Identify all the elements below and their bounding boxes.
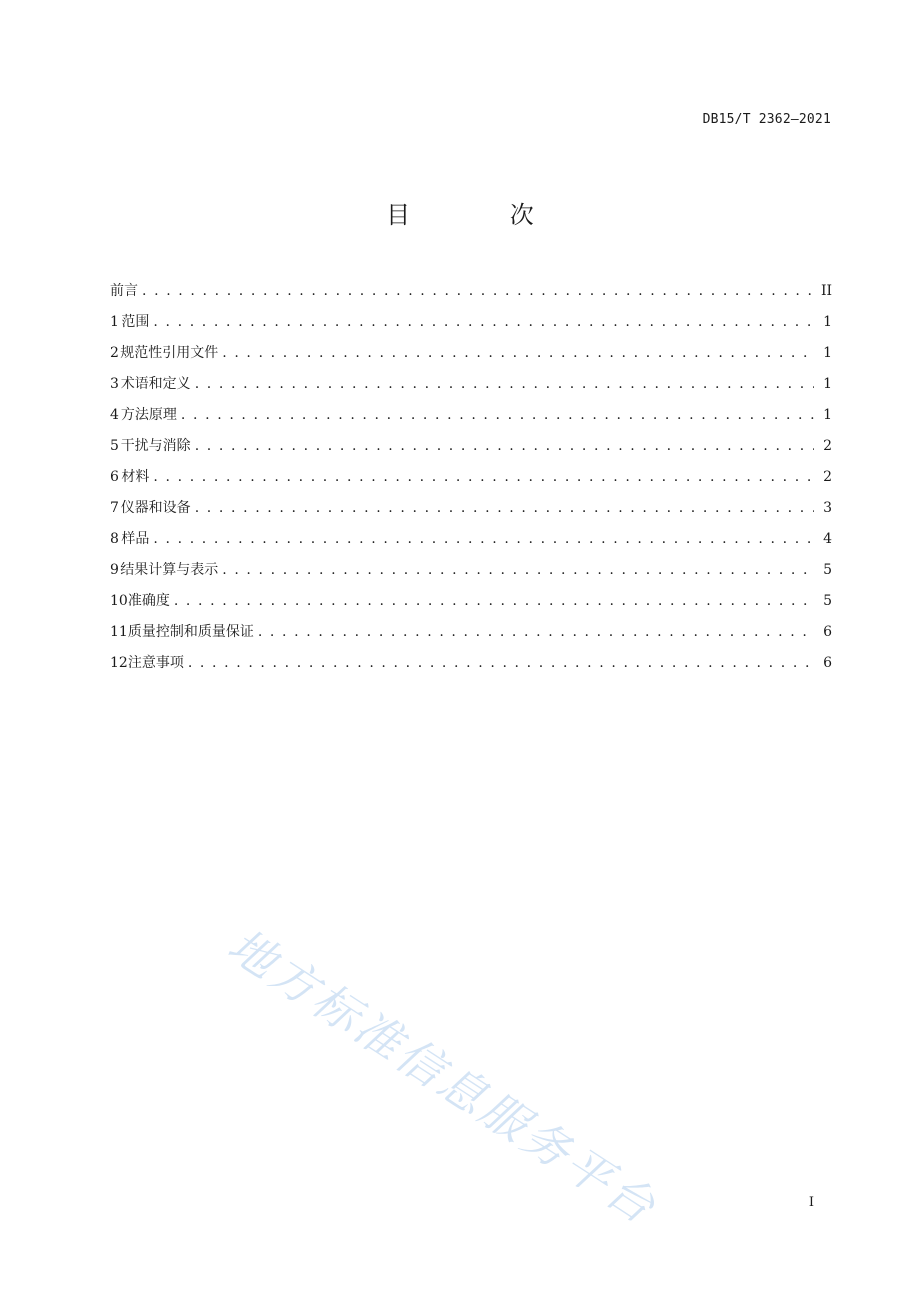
toc-entry-page: 6: [823, 624, 832, 640]
toc-entry-number: 2: [110, 345, 119, 361]
toc-entry-number: 3: [110, 376, 119, 392]
toc-entry-number: 10: [110, 593, 128, 609]
standard-code: DB15/T 2362—2021: [702, 112, 831, 127]
toc-entry-4[interactable]: [110, 403, 832, 434]
toc-entry-number: 1: [110, 314, 119, 330]
toc-entry-label: 仪器和设备: [120, 500, 191, 516]
toc-entry-number: 4: [110, 407, 119, 423]
toc-entry-page: 1: [823, 314, 832, 330]
toc-entry-1[interactable]: [110, 310, 832, 341]
toc-entry-8[interactable]: [110, 527, 832, 558]
toc-entry-label: 结果计算与表示: [120, 562, 219, 578]
dot-leader: [181, 403, 814, 427]
toc-entry-page: 5: [823, 593, 832, 609]
page-number: I: [808, 1195, 814, 1210]
dot-leader: [222, 558, 814, 582]
toc-entry-3[interactable]: [110, 372, 832, 403]
toc-entry-2[interactable]: [110, 341, 832, 372]
toc-entry-page: 6: [823, 655, 832, 671]
toc-entry-page: 2: [823, 438, 832, 454]
toc-entry-5[interactable]: [110, 434, 832, 465]
dot-leader: [195, 372, 814, 396]
toc-entry-6[interactable]: [110, 465, 832, 496]
toc-entry-foreword[interactable]: [110, 279, 832, 310]
toc-entry-page: 5: [823, 562, 832, 578]
dot-leader: [258, 620, 814, 644]
dot-leader: [195, 496, 814, 520]
toc-entry-11[interactable]: [110, 620, 832, 651]
page-title: 目 次: [386, 201, 580, 229]
toc-entry-9[interactable]: [110, 558, 832, 589]
dot-leader: [153, 527, 814, 551]
dot-leader: [188, 651, 814, 675]
toc-entry-label: 术语和定义: [120, 376, 191, 392]
toc-entry-label: 规范性引用文件: [120, 345, 219, 361]
watermark: 地方标准信息服务平台: [218, 917, 668, 1236]
toc-entry-number: 9: [110, 562, 119, 578]
toc-entry-label: 质量控制和质量保证: [127, 624, 254, 640]
toc-entry-page: 3: [823, 500, 832, 516]
toc-entry-page: 1: [823, 376, 832, 392]
toc-entry-label: 范围: [121, 314, 150, 330]
toc-entry-page: 1: [823, 345, 832, 361]
toc-entry-label: 干扰与消除: [120, 438, 191, 454]
toc-entry-page: 2: [823, 469, 832, 485]
toc-entry-number: 6: [110, 469, 119, 485]
toc-entry-label: 准确度: [127, 593, 170, 609]
toc-entry-label: 样品: [121, 531, 150, 547]
toc-entry-7[interactable]: [110, 496, 832, 527]
toc-entry-label: 方法原理: [120, 407, 177, 423]
dot-leader: [174, 589, 814, 613]
dot-leader: [153, 310, 814, 334]
dot-leader: [142, 279, 814, 303]
toc-entry-label: 材料: [121, 469, 150, 485]
toc-entry-page: 4: [823, 531, 832, 547]
toc-entry-12[interactable]: [110, 651, 832, 682]
toc-entry-number: 8: [110, 531, 119, 547]
toc-entry-number: 11: [110, 624, 128, 640]
dot-leader: [222, 341, 814, 365]
dot-leader: [153, 465, 814, 489]
toc-entry-page: 1: [823, 407, 832, 423]
toc-entry-number: 7: [110, 500, 119, 516]
toc-entry-10[interactable]: [110, 589, 832, 620]
table-of-contents: [110, 279, 832, 682]
dot-leader: [195, 434, 814, 458]
toc-entry-number: 5: [110, 438, 119, 454]
toc-entry-label: 前言: [110, 283, 138, 299]
toc-entry-label: 注意事项: [127, 655, 184, 671]
toc-entry-page: II: [820, 283, 832, 299]
toc-entry-number: 12: [110, 655, 128, 671]
